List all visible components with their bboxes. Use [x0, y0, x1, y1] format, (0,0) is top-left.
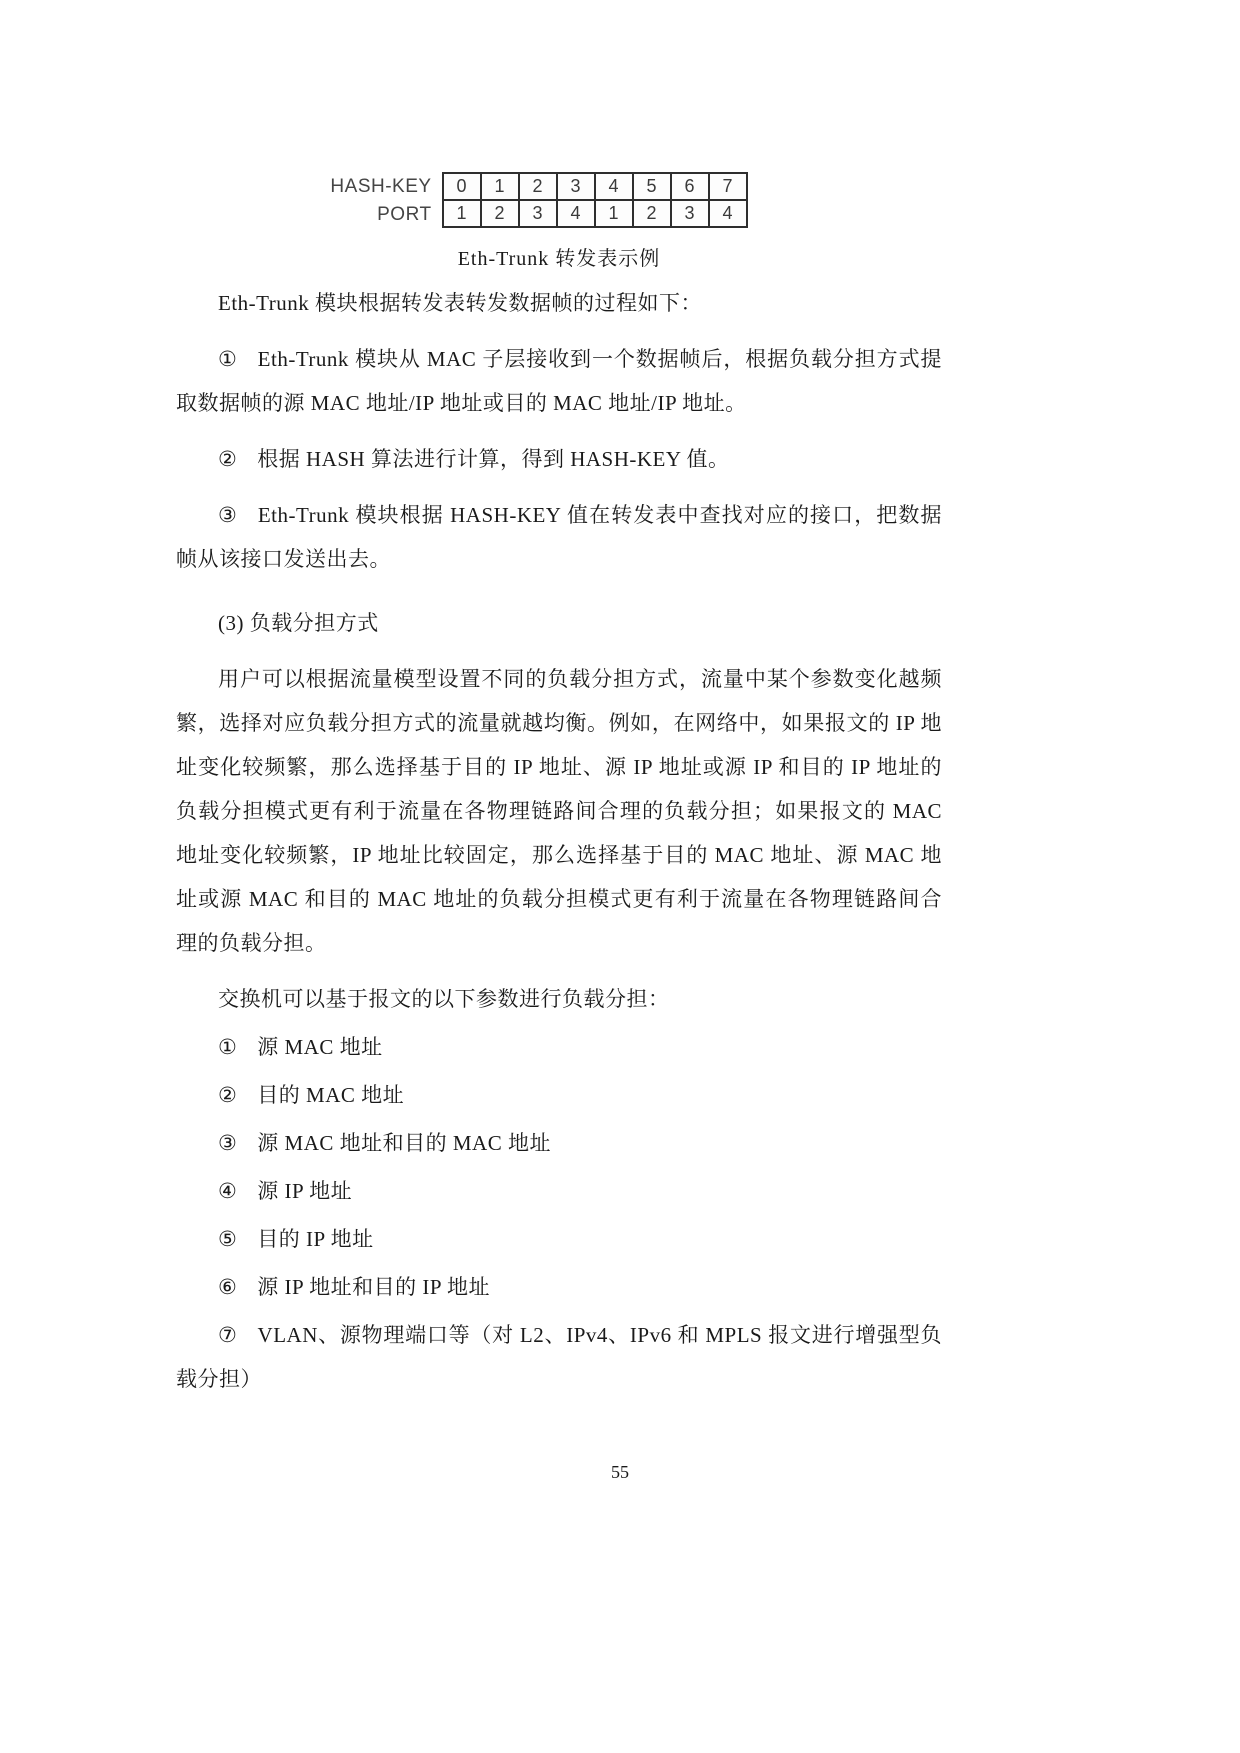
circled-number: ⑦	[218, 1323, 238, 1347]
port-row-label: PORT	[377, 203, 432, 225]
list-item-text: 目的 IP 地址	[257, 1227, 374, 1251]
table-cell: 1	[595, 200, 633, 227]
table-cell: 2	[633, 200, 671, 227]
forwarding-table	[442, 172, 748, 228]
circled-number: ①	[218, 1035, 238, 1059]
circled-number: ③	[218, 1131, 238, 1155]
list-item	[176, 1025, 942, 1069]
list-item	[176, 1121, 942, 1165]
circled-number: ④	[218, 1179, 238, 1203]
figure-table-row	[136, 172, 942, 228]
table-cell: 1	[443, 200, 481, 227]
table-cell: 6	[671, 173, 709, 200]
process-step	[176, 337, 942, 425]
list-item-text: 目的 MAC 地址	[257, 1083, 405, 1107]
intro-paragraph: Eth-Trunk 模块根据转发表转发数据帧的过程如下：	[218, 291, 702, 315]
page-content	[176, 172, 942, 1401]
table-cell: 2	[481, 200, 519, 227]
step-text: Eth-Trunk 模块从 MAC 子层接收到一个数据帧后，根据负载分担方式提取数据帧的源 MAC 地址/IP 地址或目的 MAC 地址/IP 地址。	[176, 347, 942, 415]
table-cell: 5	[633, 173, 671, 200]
body-paragraph: 用户可以根据流量模型设置不同的负载分担方式，流量中某个参数变化越频繁，选择对应负载分担方式的流量就越均衡。例如，在网络中，如果报文的 IP 地址变化较频繁，那么选择基于目的 IP 地址、源 IP 地址或源 IP 和目的 IP 地址的负载分担模式更有利于流量在各物理链路间合理的负载分担；如果报文的 MAC 地址变化较频繁，IP 地址比较固定，那么选择基于目的 MAC 地址、源 MAC 地址或源 MAC 和目的 MAC 地址的负载分担模式更有利于流量在各物理链路间合理的负载分担。	[176, 667, 942, 955]
hash-key-row-label: HASH-KEY	[330, 175, 432, 197]
section-heading: (3) 负载分担方式	[218, 611, 379, 635]
list-item	[176, 1073, 942, 1117]
list-item	[176, 1169, 942, 1213]
process-step	[176, 437, 942, 481]
circled-number: ①	[218, 347, 238, 371]
table-cell: 3	[671, 200, 709, 227]
list-item-text: 源 IP 地址和目的 IP 地址	[257, 1275, 491, 1299]
circled-number: ②	[218, 1083, 238, 1107]
list-item-text: VLAN、源物理端口等（对 L2、IPv4、IPv6 和 MPLS 报文进行增强型负载分担）	[176, 1323, 943, 1391]
figure-caption: Eth-Trunk 转发表示例	[457, 248, 661, 270]
step-text: Eth-Trunk 模块根据 HASH-KEY 值在转发表中查找对应的接口，把数据帧从该接口发送出去。	[176, 503, 942, 571]
table-cell: 4	[709, 200, 747, 227]
hash-key-row	[443, 173, 747, 200]
page-number: 55	[611, 1462, 629, 1482]
load-balance-parameter-list	[176, 1025, 942, 1401]
step-text: 根据 HASH 算法进行计算，得到 HASH-KEY 值。	[257, 447, 730, 471]
figure-row-labels	[330, 172, 441, 228]
table-cell: 4	[557, 200, 595, 227]
circled-number: ③	[218, 503, 238, 527]
list-item	[176, 1217, 942, 1261]
body-text	[176, 281, 942, 1401]
port-row	[443, 200, 747, 227]
table-cell: 3	[519, 200, 557, 227]
table-cell: 0	[443, 173, 481, 200]
table-cell: 3	[557, 173, 595, 200]
list-item	[176, 1265, 942, 1309]
table-cell: 4	[595, 173, 633, 200]
circled-number: ⑤	[218, 1227, 238, 1251]
list-item-text: 源 MAC 地址和目的 MAC 地址	[257, 1131, 551, 1155]
list-item	[176, 1313, 942, 1401]
circled-number: ⑥	[218, 1275, 238, 1299]
circled-number: ②	[218, 447, 238, 471]
process-step	[176, 493, 942, 581]
table-cell: 1	[481, 173, 519, 200]
list-item-text: 源 IP 地址	[257, 1179, 353, 1203]
table-cell: 7	[709, 173, 747, 200]
eth-trunk-forwarding-figure	[176, 172, 942, 271]
list-intro-paragraph: 交换机可以基于报文的以下参数进行负载分担：	[218, 987, 670, 1011]
table-cell: 2	[519, 173, 557, 200]
list-item-text: 源 MAC 地址	[257, 1035, 383, 1059]
